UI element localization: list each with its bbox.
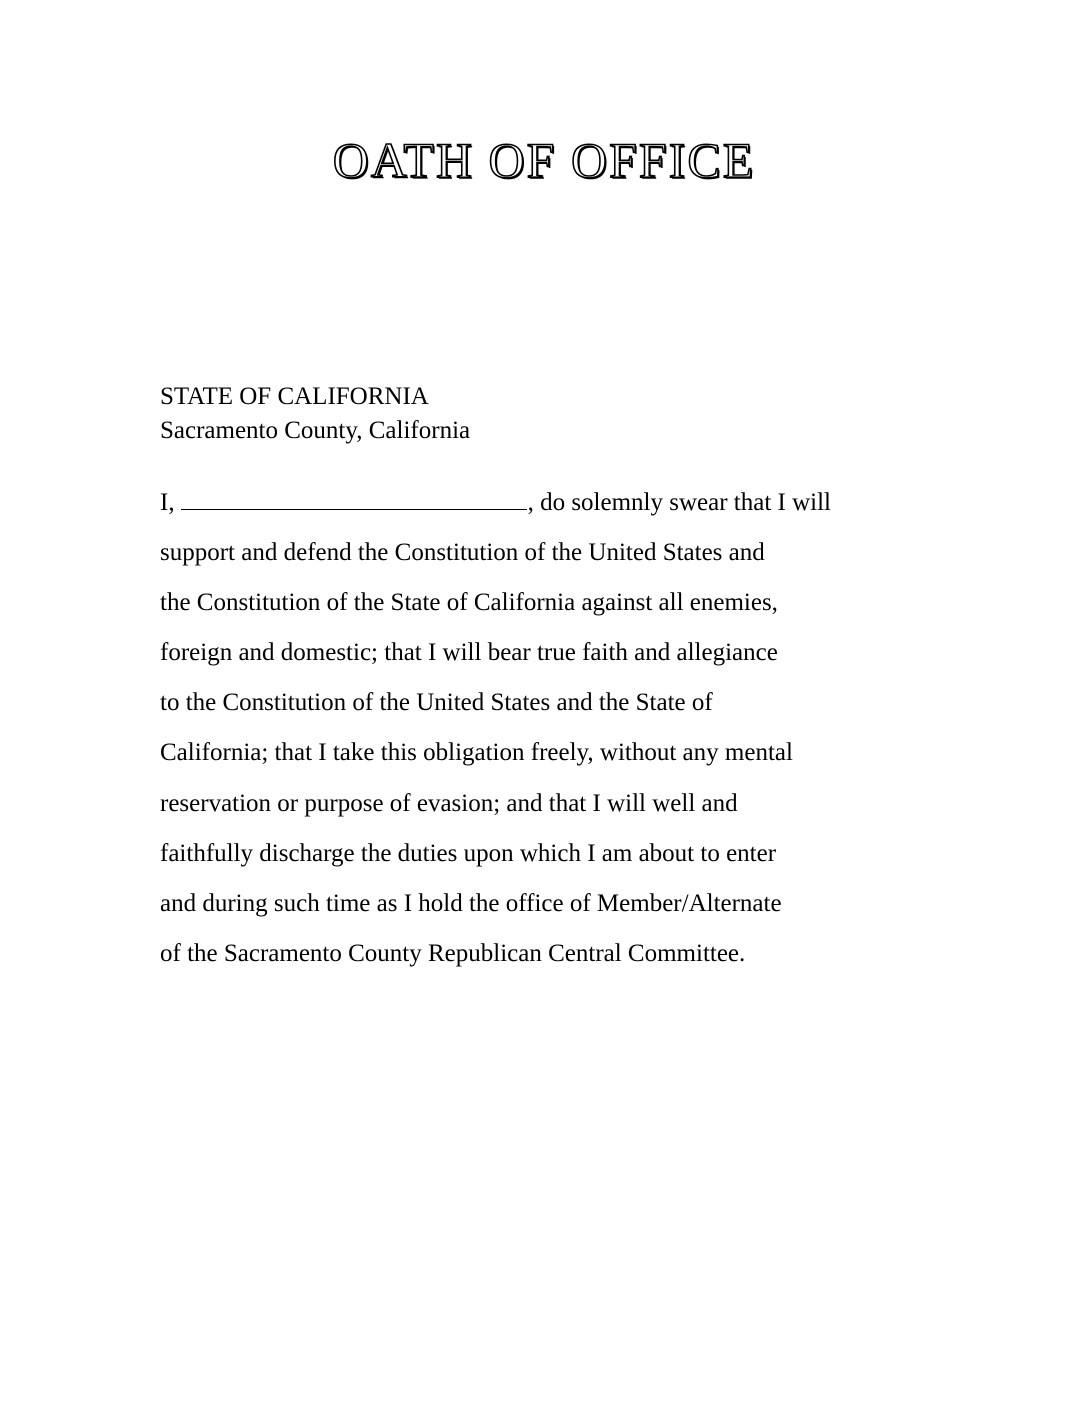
oath-line: the Constitution of the State of California against all enemies, xyxy=(160,589,778,617)
jurisdiction-block xyxy=(160,380,470,448)
oath-line: of the Sacramento County Republican Central Committee. xyxy=(160,939,746,967)
name-blank-field[interactable] xyxy=(181,487,527,510)
oath-line: support and defend the Constitution of the United States and xyxy=(160,539,765,567)
oath-prefix: I, xyxy=(160,489,175,516)
state-line: STATE OF CALIFORNIA xyxy=(160,383,429,410)
oath-line: to the Constitution of the United States and the State of xyxy=(160,689,713,717)
oath-line: and during such time as I hold the office of Member/Alternate xyxy=(160,889,782,917)
oath-line-first xyxy=(160,478,940,528)
oath-paragraph xyxy=(160,478,940,979)
oath-line: California; that I take this obligation freely, without any mental xyxy=(160,739,793,767)
oath-first-line-suffix: , do solemnly swear that I will xyxy=(527,489,831,516)
oath-line: reservation or purpose of evasion; and that I will well and xyxy=(160,789,738,817)
oath-line: faithfully discharge the duties upon which I am about to enter xyxy=(160,839,777,867)
county-line: Sacramento County, California xyxy=(160,417,471,444)
oath-line: foreign and domestic; that I will bear true faith and allegiance xyxy=(160,639,778,667)
document-title: OATH OF OFFICE xyxy=(332,132,756,188)
